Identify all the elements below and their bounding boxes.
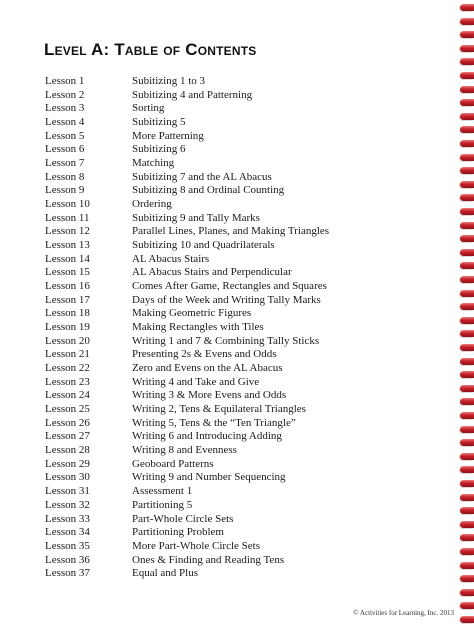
lesson-number: Lesson 2 (45, 88, 85, 101)
lesson-topic: Comes After Game, Rectangles and Squares (132, 280, 327, 293)
lesson-number: Lesson 23 (45, 375, 90, 388)
lesson-number: Lesson 15 (45, 266, 90, 279)
toc-row (45, 116, 425, 130)
toc-row (45, 485, 425, 499)
lesson-topic: Equal and Plus (132, 567, 198, 580)
toc-row (45, 403, 425, 417)
lesson-number: Lesson 27 (45, 430, 90, 443)
toc-row (45, 280, 425, 294)
binding-coil (460, 521, 474, 528)
binding-coil (460, 31, 474, 38)
lesson-number: Lesson 4 (45, 116, 85, 129)
lesson-number: Lesson 22 (45, 362, 90, 375)
binding-coil (460, 412, 474, 419)
binding-coil (460, 18, 474, 25)
lesson-number: Lesson 29 (45, 457, 90, 470)
binding-coil (460, 113, 474, 120)
page-title: Level A: Table of Contents (44, 40, 257, 59)
toc-row (45, 171, 425, 185)
lesson-topic: Writing 5, Tens & the “Ten Triangle” (132, 416, 296, 429)
binding-coil (460, 154, 474, 161)
lesson-number: Lesson 37 (45, 567, 90, 580)
lesson-topic: Writing 3 & More Evens and Odds (132, 389, 287, 402)
lesson-number: Lesson 26 (45, 416, 90, 429)
binding-coil (460, 45, 474, 52)
lesson-topic: Writing 2, Tens & Equilateral Triangles (132, 403, 306, 416)
lesson-number: Lesson 20 (45, 334, 90, 347)
lesson-topic: Ordering (132, 198, 172, 211)
toc-row (45, 239, 425, 253)
toc-row (45, 499, 425, 513)
toc-row (45, 225, 425, 239)
lesson-number: Lesson 12 (45, 225, 90, 238)
binding-coil (460, 140, 474, 147)
lesson-number: Lesson 28 (45, 444, 90, 457)
toc-row (45, 430, 425, 444)
table-of-contents (45, 75, 425, 581)
lesson-number: Lesson 5 (45, 129, 85, 142)
lesson-number: Lesson 19 (45, 321, 90, 334)
lesson-topic: Geoboard Patterns (132, 457, 214, 470)
toc-row (45, 198, 425, 212)
lesson-number: Lesson 32 (45, 498, 90, 511)
toc-row (45, 130, 425, 144)
binding-coil (460, 439, 474, 446)
lesson-number: Lesson 21 (45, 348, 90, 361)
binding-coil (460, 58, 474, 65)
toc-row (45, 444, 425, 458)
lesson-number: Lesson 35 (45, 539, 90, 552)
toc-row (45, 102, 425, 116)
binding-coil (460, 86, 474, 93)
toc-row (45, 89, 425, 103)
lesson-topic: Subitizing 5 (132, 116, 186, 129)
binding-coil (460, 317, 474, 324)
lesson-topic: Parallel Lines, Planes, and Making Triangles (132, 225, 330, 238)
binding-coil (460, 4, 474, 11)
binding-coil (460, 290, 474, 297)
toc-row (45, 335, 425, 349)
binding-coil (460, 507, 474, 514)
toc-row (45, 184, 425, 198)
lesson-topic: Presenting 2s & Evens and Odds (132, 348, 277, 361)
lesson-number: Lesson 9 (45, 184, 85, 197)
binding-coil (460, 466, 474, 473)
binding-coil (460, 194, 474, 201)
binding-coil (460, 235, 474, 242)
lesson-number: Lesson 31 (45, 485, 90, 498)
toc-row (45, 362, 425, 376)
lesson-topic: Writing 6 and Introducing Adding (132, 430, 282, 443)
toc-row (45, 212, 425, 226)
lesson-number: Lesson 17 (45, 293, 90, 306)
lesson-topic: More Part-Whole Circle Sets (132, 539, 260, 552)
lesson-number: Lesson 13 (45, 239, 90, 252)
lesson-number: Lesson 34 (45, 526, 90, 539)
lesson-number: Lesson 3 (45, 102, 85, 115)
binding-coil (460, 575, 474, 582)
binding-coil (460, 330, 474, 337)
lesson-number: Lesson 30 (45, 471, 90, 484)
binding-coil (460, 534, 474, 541)
toc-row (45, 266, 425, 280)
lesson-number: Lesson 14 (45, 252, 90, 265)
binding-coil (460, 262, 474, 269)
binding-coil (460, 72, 474, 79)
lesson-topic: Subitizing 4 and Patterning (132, 88, 253, 101)
binding-coil (460, 453, 474, 460)
binding-coil (460, 181, 474, 188)
lesson-number: Lesson 6 (45, 143, 85, 156)
binding-coil (460, 616, 474, 623)
lesson-topic: Writing 9 and Number Sequencing (132, 471, 286, 484)
lesson-topic: Making Rectangles with Tiles (132, 321, 264, 334)
lesson-topic: Subitizing 10 and Quadrilaterals (132, 239, 275, 252)
binding-coil (460, 99, 474, 106)
lesson-number: Lesson 7 (45, 157, 85, 170)
toc-row (45, 157, 425, 171)
toc-row (45, 75, 425, 89)
binding-coil (460, 426, 474, 433)
binding-coil (460, 344, 474, 351)
toc-row (45, 143, 425, 157)
lesson-number: Lesson 10 (45, 198, 90, 211)
lesson-topic: Writing 4 and Take and Give (132, 375, 260, 388)
lesson-number: Lesson 18 (45, 307, 90, 320)
toc-row (45, 321, 425, 335)
lesson-number: Lesson 25 (45, 403, 90, 416)
lesson-number: Lesson 8 (45, 170, 85, 183)
lesson-topic: Matching (132, 157, 175, 170)
binding-coil (460, 398, 474, 405)
toc-row (45, 471, 425, 485)
lesson-topic: Subitizing 8 and Ordinal Counting (132, 184, 285, 197)
lesson-topic: Ones & Finding and Reading Tens (132, 553, 285, 566)
lesson-topic: Partitioning Problem (132, 526, 224, 539)
lesson-topic: Part-Whole Circle Sets (132, 512, 234, 525)
lesson-number: Lesson 33 (45, 512, 90, 525)
binding-coil (460, 548, 474, 555)
toc-row (45, 554, 425, 568)
binding-coil (460, 126, 474, 133)
toc-row (45, 567, 425, 581)
toc-row (45, 253, 425, 267)
lesson-topic: AL Abacus Stairs and Perpendicular (132, 266, 292, 279)
binding-coil (460, 276, 474, 283)
binding-coil (460, 358, 474, 365)
lesson-number: Lesson 16 (45, 280, 90, 293)
lesson-topic: Subitizing 6 (132, 143, 186, 156)
lesson-topic: Days of the Week and Writing Tally Marks (132, 293, 321, 306)
binding-coil (460, 208, 474, 215)
binding-coil (460, 249, 474, 256)
lesson-topic: AL Abacus Stairs (132, 252, 210, 265)
lesson-topic: Writing 1 and 7 & Combining Tally Sticks (132, 334, 320, 347)
toc-row (45, 376, 425, 390)
lesson-number: Lesson 1 (45, 75, 85, 87)
copyright-footer: © Activities for Learning, Inc. 2013 (353, 609, 454, 617)
toc-row (45, 348, 425, 362)
lesson-topic: Making Geometric Figures (132, 307, 252, 320)
toc-row (45, 389, 425, 403)
spiral-binding (458, 0, 474, 629)
toc-row (45, 526, 425, 540)
lesson-topic: Subitizing 1 to 3 (132, 75, 206, 87)
binding-coil (460, 222, 474, 229)
lesson-topic: Writing 8 and Evenness (132, 444, 237, 457)
toc-row (45, 307, 425, 321)
toc-row (45, 540, 425, 554)
binding-coil (460, 589, 474, 596)
toc-row (45, 294, 425, 308)
binding-coil (460, 480, 474, 487)
lesson-number: Lesson 36 (45, 553, 90, 566)
binding-coil (460, 167, 474, 174)
lesson-topic: Sorting (132, 102, 165, 115)
lesson-topic: Partitioning 5 (132, 498, 193, 511)
toc-row (45, 417, 425, 431)
binding-coil (460, 494, 474, 501)
lesson-number: Lesson 11 (45, 211, 90, 224)
binding-coil (460, 602, 474, 609)
lesson-topic: Subitizing 9 and Tally Marks (132, 211, 260, 224)
toc-row (45, 458, 425, 472)
binding-coil (460, 562, 474, 569)
binding-coil (460, 385, 474, 392)
lesson-topic: Subitizing 7 and the AL Abacus (132, 170, 272, 183)
toc-row (45, 513, 425, 527)
lesson-topic: More Patterning (132, 129, 204, 142)
lesson-number: Lesson 24 (45, 389, 90, 402)
lesson-topic: Zero and Evens on the AL Abacus (132, 362, 283, 375)
lesson-topic: Assessment 1 (132, 485, 193, 498)
binding-coil (460, 371, 474, 378)
binding-coil (460, 303, 474, 310)
